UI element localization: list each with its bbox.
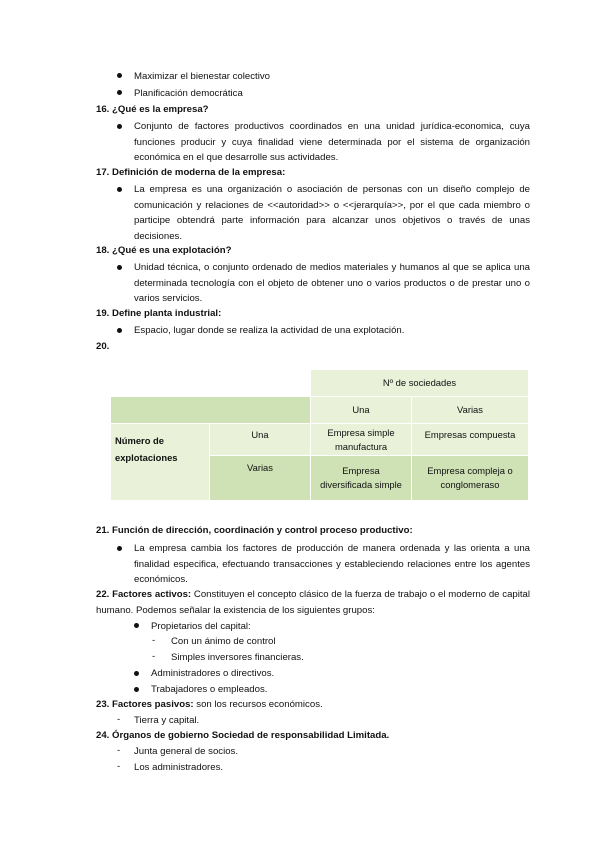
dash-icon: - — [117, 714, 121, 725]
list-item: Planificación democrática — [134, 88, 243, 99]
bullet-icon — [117, 187, 122, 192]
cell-varias-varias: Empresa compleja o conglomeraso — [412, 456, 529, 501]
dash-icon: - — [152, 635, 156, 646]
cell-varias-una: Empresa diversificada simple — [311, 456, 412, 501]
cell-una-una: Empresa simple manufactura — [311, 424, 412, 456]
bullet-icon — [117, 73, 122, 78]
bullet-icon — [134, 623, 139, 628]
bullet-icon — [134, 687, 139, 692]
table-header: Nº de sociedades — [311, 370, 529, 397]
company-types-table — [110, 369, 529, 501]
answer-21: La empresa cambia los factores de producción de manera ordenada y las orienta a una finalidad especifica, efectuando transacciones y estableciendo relaciones entre los agentes económicos. — [134, 543, 530, 585]
list-item: Con un ánimo de control — [171, 636, 276, 647]
bullet-icon — [117, 328, 122, 333]
cell-una-varias: Empresas compuesta — [412, 424, 529, 456]
answer-19: Espacio, lugar donde se realiza la actividad de una explotación. — [134, 325, 405, 336]
bullet-icon — [117, 124, 122, 129]
col-header-varias: Varias — [412, 397, 529, 424]
answer-17: La empresa es una organización o asociación de personas con un diseño complejo de comunicación y relaciones de <<autoridad>> o <<jerarquía>>, por el que cada miembro o participe obtendrá parte información para alcanzar unos objetivos o través de unas decisiones. — [134, 184, 530, 242]
question-16: 16. ¿Qué es la empresa? — [96, 104, 209, 115]
list-item: Trabajadores o empleados. — [151, 684, 268, 695]
bullet-icon — [117, 265, 122, 270]
list-item: Tierra y capital. — [134, 715, 200, 726]
list-item: Los administradores. — [134, 762, 224, 773]
list-item: Administradores o directivos. — [151, 668, 275, 679]
answer-16: Conjunto de factores productivos coordinados en una unidad jurídica-economica, cuya funciones producir y cuya finalidad viene determinada por el sistema de organización económica en el que desarrolle sus actividades. — [134, 121, 530, 163]
question-20: 20. — [96, 341, 110, 352]
list-item: Junta general de socios. — [134, 746, 238, 757]
question-17: 17. Definición de moderna de la empresa: — [96, 167, 286, 178]
question-22: 22. Factores activos: Constituyen el concepto clásico de la fuerza de trabajo o el moderno de capital humano. Podemos señalar la existencia de los siguientes grupos: — [96, 589, 531, 616]
question-21: 21. Función de dirección, coordinación y control proceso productivo: — [96, 525, 413, 536]
list-item: Propietarios del capital: — [151, 621, 251, 632]
question-19: 19. Define planta industrial: — [96, 308, 222, 319]
answer-18: Unidad técnica, o conjunto ordenado de medios materiales y humanos al que se aplica una determinada tecnología con el objeto de obtener uno o varios productos o de prestar uno o varios servicios. — [134, 262, 530, 304]
row-label: Número de explotaciones — [111, 424, 210, 501]
dash-icon: - — [152, 651, 156, 662]
dash-icon: - — [117, 761, 121, 772]
bullet-icon — [117, 90, 122, 95]
col-header-una: Una — [311, 397, 412, 424]
list-item: Maximizar el bienestar colectivo — [134, 71, 270, 82]
bullet-icon — [134, 671, 139, 676]
question-23: 23. Factores pasivos: son los recursos económicos. — [96, 699, 323, 710]
question-18: 18. ¿Qué es una explotación? — [96, 245, 232, 256]
dash-icon: - — [117, 745, 121, 756]
row-header-varias: Varias — [210, 456, 311, 501]
list-item: Simples inversores financieras. — [171, 652, 304, 663]
question-24: 24. Órganos de gobierno Sociedad de responsabilidad Limitada. — [96, 730, 390, 741]
row-header-una: Una — [210, 424, 311, 456]
bullet-icon — [117, 546, 122, 551]
